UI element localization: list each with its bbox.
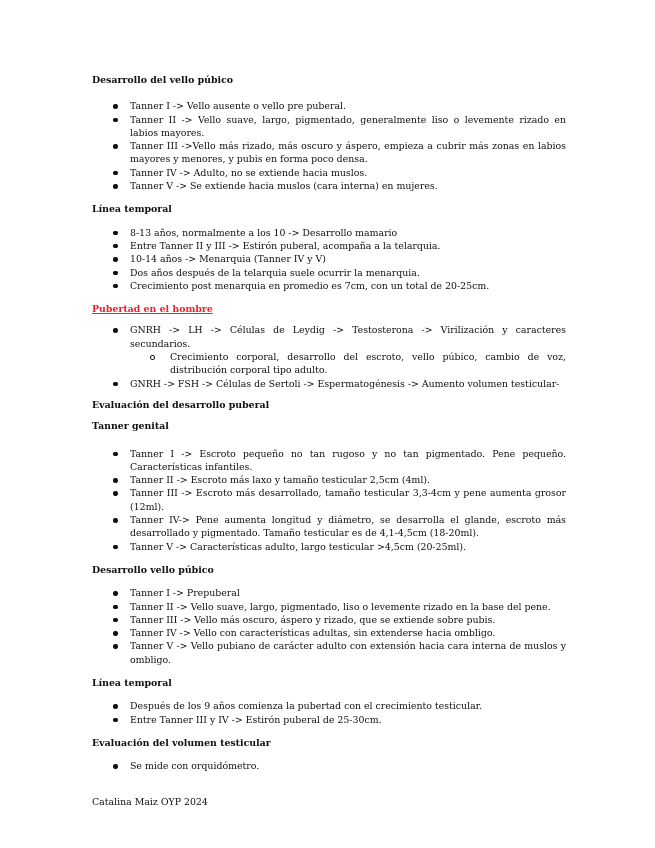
list-item: Tanner V -> Se extiende hacia muslos (cara interna) en mujeres. bbox=[92, 180, 566, 193]
list-item: Tanner IV -> Adulto, no se extiende hacia muslos. bbox=[92, 167, 566, 180]
document-page bbox=[92, 74, 566, 773]
list-item: Tanner V -> Características adulto, largo testicular >4,5cm (20-25ml). bbox=[92, 541, 566, 554]
list-item: Tanner V -> Vello pubiano de carácter adulto con extensión hacia cara interna de muslos y ombligo. bbox=[92, 640, 566, 667]
list-item: Tanner II -> Escroto más laxo y tamaño testicular 2,5cm (4ml). bbox=[92, 474, 566, 487]
list-item: Tanner I -> Escroto pequeño no tan rugoso y no tan pigmentado. Pene pequeño. Características infantiles. bbox=[92, 448, 566, 475]
list-item: Se mide con orquidómetro. bbox=[92, 760, 566, 773]
list-item: 8-13 años, normalmente a los 10 -> Desarrollo mamario bbox=[92, 227, 566, 240]
section-title-tanner-genital: Tanner genital bbox=[92, 421, 169, 433]
section-title-pubertad-hombre: Pubertad en el hombre bbox=[92, 304, 213, 316]
section-title-linea-temporal-hombre: Línea temporal bbox=[92, 677, 172, 689]
section-title-desarrollo-vello-pubico: Desarrollo del vello púbico bbox=[92, 75, 234, 86]
list-item: Dos años después de la telarquia suele ocurrir la menarquia. bbox=[92, 267, 566, 280]
list-item: Tanner II -> Vello suave, largo, pigmentado, generalmente liso o levemente rizado en labios mayores. bbox=[92, 114, 566, 141]
list-item: GNRH -> LH -> Células de Leydig -> Testosterona -> Virilización y caracteres secundarios. bbox=[92, 324, 566, 351]
section-title-linea-temporal: Línea temporal bbox=[92, 204, 172, 216]
section-title-evaluacion-desarrollo: Evaluación del desarrollo puberal bbox=[92, 399, 270, 411]
list-linea-temporal-hombre bbox=[92, 700, 566, 727]
list-item: Crecimiento post menarquia en promedio es 7cm, con un total de 20-25cm. bbox=[92, 280, 566, 293]
section-title-volumen-testicular: Evaluación del volumen testicular bbox=[92, 737, 271, 749]
list-item: Tanner III ->Vello más rizado, más oscuro y áspero, empieza a cubrir más zonas en labios mayores y menores, y pubis en forma poco densa. bbox=[92, 140, 566, 167]
list-item: Entre Tanner II y III -> Estirón puberal, acompaña a la telarquia. bbox=[92, 240, 566, 253]
page-footer: Catalina Maiz OYP 2024 bbox=[92, 797, 208, 808]
list-item: 10-14 años -> Menarquia (Tanner IV y V) bbox=[92, 253, 566, 266]
list-tanner-genital bbox=[92, 448, 566, 554]
list-item: GNRH -> FSH -> Células de Sertoli -> Espermatogénesis -> Aumento volumen testicular- bbox=[92, 378, 566, 391]
list-item: Después de los 9 años comienza la pubertad con el crecimiento testicular. bbox=[92, 700, 566, 713]
list-pubertad-hombre bbox=[92, 324, 566, 390]
list-vello-pubico-mujer bbox=[92, 100, 566, 193]
list-item: Entre Tanner III y IV -> Estirón puberal de 25-30cm. bbox=[92, 714, 566, 727]
sub-list-item: Crecimiento corporal, desarrollo del escroto, vello púbico, cambio de voz, distribución corporal tipo adulto. bbox=[92, 351, 566, 378]
list-item: Tanner IV -> Vello con características adultas, sin extenderse hacia ombligo. bbox=[92, 627, 566, 640]
section-title-desarrollo-vello-pubico-hombre: Desarrollo vello púbico bbox=[92, 564, 214, 576]
list-item: Tanner IV-> Pene aumenta longitud y diámetro, se desarrolla el glande, escroto más desarrollado y pigmentado. Tamaño testicular es de 4,1-4,5cm (18-20ml). bbox=[92, 514, 566, 541]
list-item: Tanner II -> Vello suave, largo, pigmentado, liso o levemente rizado en la base del pene. bbox=[92, 601, 566, 614]
list-item: Tanner III -> Vello más oscuro, áspero y rizado, que se extiende sobre pubis. bbox=[92, 614, 566, 627]
list-linea-temporal-mujer bbox=[92, 227, 566, 293]
list-item: Tanner III -> Escroto más desarrollado, tamaño testicular 3,3-4cm y pene aumenta grosor (12ml). bbox=[92, 487, 566, 514]
list-volumen-testicular bbox=[92, 760, 566, 773]
list-vello-pubico-hombre bbox=[92, 587, 566, 667]
list-item: Tanner I -> Prepuberal bbox=[92, 587, 566, 600]
list-item: Tanner I -> Vello ausente o vello pre puberal. bbox=[92, 100, 566, 113]
